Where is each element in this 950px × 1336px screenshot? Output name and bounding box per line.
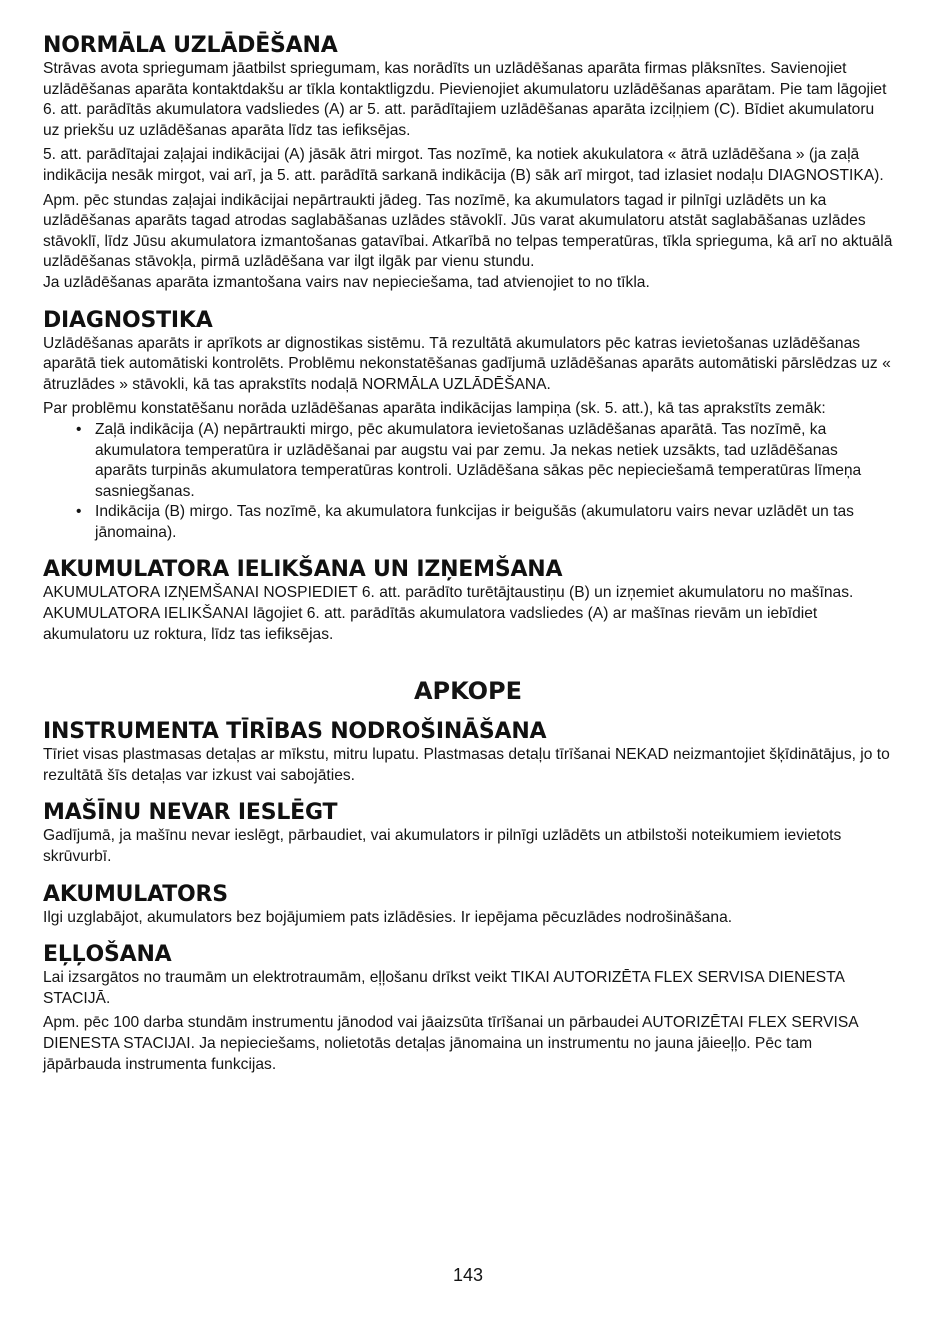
heading-battery-insert-remove: AKUMULATORA IELIKŠANA UN IZŅEMŠANA xyxy=(43,557,563,583)
paragraph: Uzlādēšanas aparāts ir aprīkots ar dignostikas sistēmu. Tā rezultātā akumulators pēc katras ievietošanas uzlādēšanas aparātā tiek automātiski kontrolēts. Problēmu nekonstatēšanas gadījumā uzlādēšanas aparāts automātiski pārslēdzas uz « ātruzlādes » stāvokli, kā tas aprakstīts nodaļā NORMĀLA UZLĀDĒŠANA. xyxy=(43,334,891,393)
paragraph: Par problēmu konstatēšanu norāda uzlādēšanas aparāta indikācijas lampiņa (sk. 5. att.), kā tas aprakstīts zemāk: xyxy=(43,400,826,418)
paragraph: Apm. pēc stundas zaļajai indikācijai nepārtraukti jādeg. Tas nozīmē, ka akumulators tagad ir pilnīgi uzlādēts un ka uzlādēšanas aparāts tagad atrodas saglabāšanas uzlādes stāvoklī. Jūs varat akumulatoru atstāt saglabāšanas uzlādes stāvoklī, līdz Jūsu akumulatora izmantošanas gatavībai. Atkarībā no telpas temperatūras, tīkla sprieguma, kā arī no aktuālā uzlādēšanas stāvokļa, pirmā uzlādēšana var ilgt ilgāk par vienu stundu. xyxy=(43,191,893,271)
heading-diagnostics: DIAGNOSTIKA xyxy=(43,307,213,333)
section-cleaning xyxy=(43,719,893,786)
diagnostics-list xyxy=(43,420,893,544)
section-normal-charging xyxy=(43,33,893,294)
heading-oiling: EĻĻOŠANA xyxy=(43,942,172,968)
paragraph: AKUMULATORA IZŅEMŠANAI NOSPIEDIET 6. att. parādīto turētājtaustiņu (B) un izņemiet akumulatoru no mašīnas. xyxy=(43,584,854,602)
section-battery-insert-remove xyxy=(43,557,893,645)
heading-normal-charging: NORMĀLA UZLĀDĒŠANA xyxy=(43,33,338,58)
section-diagnostics xyxy=(43,308,893,544)
paragraph: Ja uzlādēšanas aparāta izmantošana vairs nav nepieciešama, tad atvienojiet to no tīkla. xyxy=(43,273,650,291)
section-no-start xyxy=(43,800,893,867)
heading-cleaning: INSTRUMENTA TĪRĪBAS NODROŠINĀŠANA xyxy=(43,719,547,745)
paragraph: Ilgi uzglabājot, akumulators bez bojājumiem pats izlādēsies. Ir iepējama pēcuzlādes nodrošināšana. xyxy=(43,908,733,926)
heading-no-start: MAŠĪNU NEVAR IESLĒGT xyxy=(43,800,338,826)
list-item xyxy=(43,420,893,502)
paragraph: AKUMULATORA IELIKŠANAI lāgojiet 6. att. parādītās akumulatora vadsliedes (A) ar mašīnas rievām un iebīdiet akumulatoru uz roktura, līdz tas iefiksējas. xyxy=(43,605,818,643)
section-oiling xyxy=(43,942,893,1075)
heading-batteries: AKUMULATORS xyxy=(43,881,228,907)
maintenance-title: APKOPE xyxy=(413,677,523,706)
paragraph: Tīriet visas plastmasas detaļas ar mīkstu, mitru lupatu. Plastmasas detaļu tīrīšanai NEKAD neizmantojiet šķīdinātājus, jo to rezultātā šīs detaļas var izkust vai sabojāties. xyxy=(43,746,890,784)
paragraph: Apm. pēc 100 darba stundām instrumentu jānodod vai jāaizsūta tīrīšanai un pārbaudei AUTORIZĒTAI FLEX SERVISA DIENESTA STACIJAI. Ja nepieciešams, nolietotās detaļas jānomaina un instrumentu no jauna jāieeļļo. Pēc tam jāpārbauda instrumenta funkcijas. xyxy=(43,1014,858,1073)
list-item xyxy=(43,502,893,543)
paragraph: Gadījumā, ja mašīnu nevar ieslēgt, pārbaudiet, vai akumulators ir pilnīgi uzlādēts un atbilstoši noteikumiem ievietots skrūvurbī. xyxy=(43,827,842,866)
paragraph: 5. att. parādītajai zaļajai indikācijai (A) jāsāk ātri mirgot. Tas nozīmē, ka notiek akukulatora « ātrā uzlādēšana » (ja zaļā indikācija nesāk mirgot, vai arī, ja 5. att. parādītā sarkanā indikācija (B) sāk arī mirgot, tad izlasiet nodaļu DIAGNOSTIKA). xyxy=(43,146,884,184)
page-content xyxy=(43,33,893,1089)
bullet: • xyxy=(76,420,82,438)
page-number: 143 xyxy=(452,1265,484,1285)
bullet: • xyxy=(76,503,82,521)
paragraph: Strāvas avota spriegumam jāatbilst spriegumam, kas norādīts un uzlādēšanas aparāta firmas plāksnītes. Savienojiet uzlādēšanas aparāta kontaktdakšu ar tīkla kontaktligzdu. Pievienojiet akumulatoru uzlādēšanas aparātam. Pie tam lāgojiet 6. att. parādītās akumulatora vadsliedes (A) ar 5. att. parādītajiem uzlādēšanas aparāta izciļņiem (C). Bīdiet akumulatoru uz priekšu uz uzlādēšanas aparāta līdz tas iefiksējas. xyxy=(43,60,887,139)
list-item-text: Zaļā indikācija (A) nepārtraukti mirgo, pēc akumulatora ievietošanas uzlādēšanas aparātā. Tas nozīmē, ka akumulatora temperatūra ir uzlādēšanai par augstu vai par zemu. Ja nekas netiek uzsākts, tad uzlādēšanas aparāts turpinās akumulatora temperatūras kontroli. Uzlādēšana sākas pēc nepieciešamā temperatūras līmeņa sasniegšanas. xyxy=(95,420,862,500)
paragraph: Lai izsargātos no traumām un elektrotraumām, eļļošanu drīkst veikt TIKAI AUTORIZĒTA FLEX SERVISA DIENESTA STACIJĀ. xyxy=(43,969,845,1007)
list-item-text: Indikācija (B) mirgo. Tas nozīmē, ka akumulatora funkcijas ir beigušās (akumulatoru vairs nevar uzlādēt un tas jānomaina). xyxy=(95,503,854,541)
section-batteries xyxy=(43,882,893,929)
